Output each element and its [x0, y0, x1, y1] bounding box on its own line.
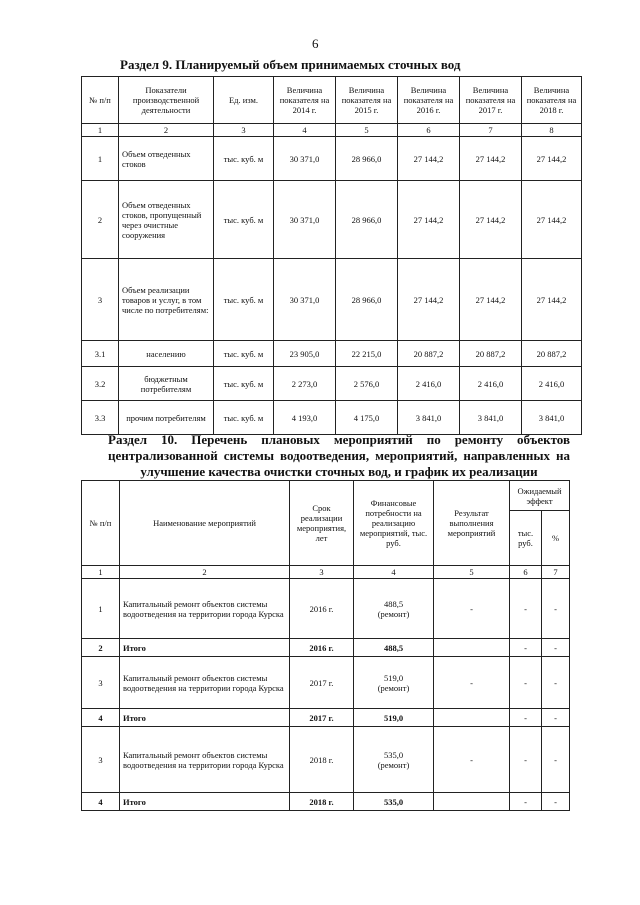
- s9-cell: 1: [82, 137, 119, 181]
- s9-colnum: 8: [522, 124, 582, 137]
- s9-cell: 27 144,2: [522, 259, 582, 341]
- s9-cell: Объем отведенных стоков, пропущенный через очистные сооружения: [119, 181, 214, 259]
- section9-table: [81, 76, 582, 435]
- s10-cell-finance: 535,0: [354, 793, 434, 811]
- s9-cell: 3: [82, 259, 119, 341]
- s10-header-finance: Финансовые потребности на реализацию мероприятий, тыс. руб.: [354, 481, 434, 566]
- s9-cell: 28 966,0: [336, 181, 398, 259]
- s10-cell-num: 2: [82, 639, 120, 657]
- s9-cell: 27 144,2: [522, 181, 582, 259]
- s10-cell-rub: -: [510, 709, 542, 727]
- s10-cell-num: 1: [82, 579, 120, 639]
- s10-colnum: 3: [290, 566, 354, 579]
- s9-cell: 30 371,0: [274, 137, 336, 181]
- s10-cell-term: 2016 г.: [290, 579, 354, 639]
- section9-title: Раздел 9. Планируемый объем принимаемых сточных вод: [120, 57, 461, 72]
- s10-cell-rub: -: [510, 727, 542, 793]
- s9-header-num: № п/п: [82, 77, 119, 124]
- s9-cell: 27 144,2: [460, 181, 522, 259]
- s9-colnum: 3: [214, 124, 274, 137]
- s10-cell-pct: -: [542, 639, 570, 657]
- table-row: [82, 401, 582, 435]
- s9-colnum: 2: [119, 124, 214, 137]
- s9-cell: 3 841,0: [398, 401, 460, 435]
- s9-colnum: 5: [336, 124, 398, 137]
- s9-cell: 3.3: [82, 401, 119, 435]
- s10-cell-num: 4: [82, 709, 120, 727]
- s9-cell: 27 144,2: [398, 181, 460, 259]
- s10-cell-term: 2016 г.: [290, 639, 354, 657]
- s10-header-effect-pct: %: [542, 511, 570, 566]
- s10-colnum: 2: [120, 566, 290, 579]
- s10-cell-rub: -: [510, 657, 542, 709]
- s10-cell-result: [434, 709, 510, 727]
- s10-cell-name: Капитальный ремонт объектов системы водоотведения на территории города Курска: [120, 579, 290, 639]
- s10-cell-name: Итого: [120, 793, 290, 811]
- s10-cell-rub: -: [510, 793, 542, 811]
- s9-colnum: 4: [274, 124, 336, 137]
- s10-cell-num: 3: [82, 657, 120, 709]
- s9-cell: 28 966,0: [336, 137, 398, 181]
- s10-cell-pct: -: [542, 727, 570, 793]
- s9-cell: 4 193,0: [274, 401, 336, 435]
- s10-cell-term: 2018 г.: [290, 727, 354, 793]
- table-row: [82, 657, 570, 709]
- s9-cell: 27 144,2: [460, 137, 522, 181]
- s9-cell: 28 966,0: [336, 259, 398, 341]
- s10-finance-note: (ремонт): [377, 682, 410, 693]
- s9-cell: 2 416,0: [460, 367, 522, 401]
- s10-cell-term: 2017 г.: [290, 709, 354, 727]
- table-row: [82, 709, 570, 727]
- s9-cell: 2 416,0: [398, 367, 460, 401]
- s10-cell-name: Итого: [120, 639, 290, 657]
- s9-cell: 30 371,0: [274, 259, 336, 341]
- s10-cell-term: 2018 г.: [290, 793, 354, 811]
- s10-cell-term: 2017 г.: [290, 657, 354, 709]
- s9-cell: 3.2: [82, 367, 119, 401]
- section10-colnum-row: [82, 566, 570, 579]
- table-row: [82, 137, 582, 181]
- s10-colnum: 1: [82, 566, 120, 579]
- s10-finance-value: 535,0: [383, 749, 404, 760]
- table-row: [82, 727, 570, 793]
- section10-table: [81, 480, 570, 811]
- s9-cell: 23 905,0: [274, 341, 336, 367]
- s10-cell-num: 4: [82, 793, 120, 811]
- s10-header-effect-rub: тыс. руб.: [510, 511, 542, 566]
- s10-colnum: 7: [542, 566, 570, 579]
- s9-cell: бюджетным потребителям: [119, 367, 214, 401]
- s9-cell: 2 416,0: [522, 367, 582, 401]
- s9-cell: 22 215,0: [336, 341, 398, 367]
- s10-cell-result: -: [434, 657, 510, 709]
- s9-cell: населению: [119, 341, 214, 367]
- s10-cell-name: Итого: [120, 709, 290, 727]
- s10-cell-finance: [354, 727, 434, 793]
- s10-cell-result: -: [434, 727, 510, 793]
- page-number: 6: [312, 36, 319, 51]
- section9-colnum-row: [82, 124, 582, 137]
- s10-cell-pct: -: [542, 657, 570, 709]
- s10-cell-finance: 488,5: [354, 639, 434, 657]
- s9-cell: Объем отведенных стоков: [119, 137, 214, 181]
- s10-header-term: Срок реализации мероприятия, лет: [290, 481, 354, 566]
- s9-cell: 3.1: [82, 341, 119, 367]
- s9-cell: 2: [82, 181, 119, 259]
- s9-header-2017: Величина показателя на 2017 г.: [460, 77, 522, 124]
- s10-header-result: Результат выполнения мероприятий: [434, 481, 510, 566]
- s9-cell: тыс. куб. м: [214, 341, 274, 367]
- s9-cell: 20 887,2: [522, 341, 582, 367]
- s9-cell: 20 887,2: [398, 341, 460, 367]
- s10-cell-name: Капитальный ремонт объектов системы водоотведения на территории города Курска: [120, 657, 290, 709]
- s10-colnum: 6: [510, 566, 542, 579]
- s10-finance-value: 519,0: [383, 672, 404, 683]
- s9-header-2018: Величина показателя на 2018 г.: [522, 77, 582, 124]
- table-row: [82, 639, 570, 657]
- table-row: [82, 181, 582, 259]
- s10-colnum: 4: [354, 566, 434, 579]
- s9-cell: 27 144,2: [460, 259, 522, 341]
- s9-cell: тыс. куб. м: [214, 137, 274, 181]
- s10-finance-note: (ремонт): [377, 608, 410, 619]
- s10-colnum: 5: [434, 566, 510, 579]
- s10-cell-num: 3: [82, 727, 120, 793]
- s10-cell-pct: -: [542, 579, 570, 639]
- section10-title: Раздел 10. Перечень плановых мероприятий по ремонту объектов централизованной системы водоотведения, мероприятий, направленных на улучшение качества очистки сточных вод, и график их реализации: [108, 432, 570, 479]
- table-row: [82, 793, 570, 811]
- section9-header-row: [82, 77, 582, 124]
- s10-cell-finance: 519,0: [354, 709, 434, 727]
- s10-cell-result: [434, 793, 510, 811]
- s9-cell: тыс. куб. м: [214, 367, 274, 401]
- table-row: [82, 579, 570, 639]
- s10-header-name: Наименование мероприятий: [120, 481, 290, 566]
- s9-cell: Объем реализации товаров и услуг, в том числе по потребителям:: [119, 259, 214, 341]
- s10-cell-rub: -: [510, 639, 542, 657]
- s9-cell: тыс. куб. м: [214, 259, 274, 341]
- s9-cell: 2 273,0: [274, 367, 336, 401]
- s9-cell: 4 175,0: [336, 401, 398, 435]
- s10-cell-name: Капитальный ремонт объектов системы водоотведения на территории города Курска: [120, 727, 290, 793]
- s9-cell: 27 144,2: [522, 137, 582, 181]
- s10-finance-value: 488,5: [383, 598, 404, 609]
- s9-cell: 27 144,2: [398, 259, 460, 341]
- s9-cell: 3 841,0: [522, 401, 582, 435]
- s10-cell-result: [434, 639, 510, 657]
- s10-header-num: № п/п: [82, 481, 120, 566]
- s9-cell: тыс. куб. м: [214, 181, 274, 259]
- s9-cell: тыс. куб. м: [214, 401, 274, 435]
- s10-header-effect: Ожидаемый эффект: [510, 481, 570, 511]
- table-row: [82, 341, 582, 367]
- s10-cell-finance: [354, 579, 434, 639]
- s9-header-2016: Величина показателя на 2016 г.: [398, 77, 460, 124]
- s9-header-indicator: Показатели производственной деятельности: [119, 77, 214, 124]
- s9-header-unit: Ед. изм.: [214, 77, 274, 124]
- s10-cell-pct: -: [542, 793, 570, 811]
- s10-cell-finance: [354, 657, 434, 709]
- s10-cell-result: -: [434, 579, 510, 639]
- s10-finance-note: (ремонт): [377, 759, 410, 770]
- s9-cell: 30 371,0: [274, 181, 336, 259]
- s9-cell: 2 576,0: [336, 367, 398, 401]
- s9-colnum: 7: [460, 124, 522, 137]
- s9-colnum: 1: [82, 124, 119, 137]
- s9-cell: прочим потребителям: [119, 401, 214, 435]
- table-row: [82, 259, 582, 341]
- table-row: [82, 367, 582, 401]
- s10-cell-rub: -: [510, 579, 542, 639]
- s9-header-2014: Величина показателя на 2014 г.: [274, 77, 336, 124]
- s9-cell: 27 144,2: [398, 137, 460, 181]
- s9-colnum: 6: [398, 124, 460, 137]
- s9-cell: 20 887,2: [460, 341, 522, 367]
- section10-header-row: [82, 481, 570, 511]
- s9-cell: 3 841,0: [460, 401, 522, 435]
- s10-cell-pct: -: [542, 709, 570, 727]
- s9-header-2015: Величина показателя на 2015 г.: [336, 77, 398, 124]
